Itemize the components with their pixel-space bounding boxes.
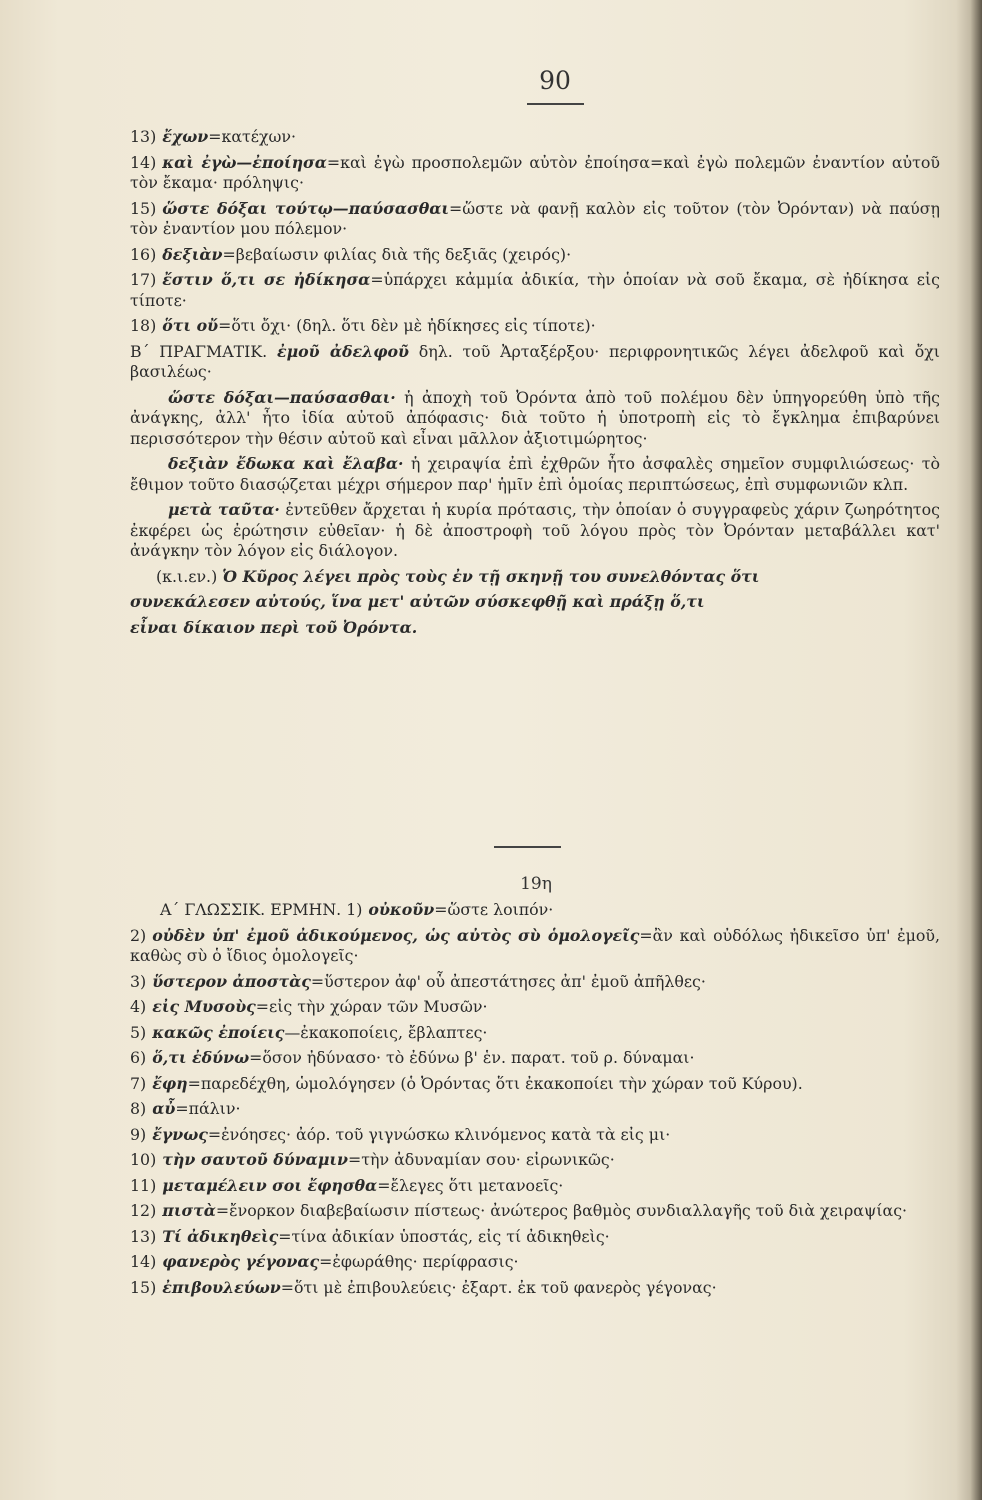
commentary-paragraph: ὥστε δόξαι—παύσασθαι· ἡ ἀποχὴ τοῦ Ὀρόντα ἀπὸ τοῦ πολέμου δὲν ὑπηγορεύθη ὑπὸ τῆς ἀνάγκης, ἀλλ' ἦτο ἰδία αὐτοῦ ἀπόφασις· διὰ τοῦτο ἡ ὑποτροπὴ εἰς τὸ ἔγκλημα ἐπιβαρύνει περισσότερον τὴν θέσιν αὐτοῦ καὶ εἶναι μᾶλλον ἀξιοτιμώρητος· <box>130 387 940 448</box>
note-item: 10) τὴν σαυτοῦ δύναμιν=τὴν ἀδυναμίαν σου· εἰρωνικῶς· <box>130 1150 615 1169</box>
commentary-section-2 <box>130 900 940 1303</box>
note-item: 13) ἔχων=κατέχων· <box>130 127 297 146</box>
note-item: 2) οὐδὲν ὑπ' ἐμοῦ ἀδικούμενος, ὡς αὐτὸς σὺ ὁμολογεῖς=ἂν καὶ οὐδόλως ἠδικεῖσο ὑπ' ἐμοῦ, καθὼς σὺ ὁ ἴδιος ὁμολογεῖς· <box>130 925 941 965</box>
note-item: 16) δεξιὰν=βεβαίωσιν φιλίας διὰ τῆς δεξιᾶς (χειρός)· <box>130 244 572 264</box>
page-edge-shadow <box>956 0 982 1500</box>
note-item: 18) ὅτι οὔ=ὅτι ὄχι· (δηλ. ὅτι δὲν μὲ ἠδίκησες εἰς τίποτε)· <box>130 316 596 335</box>
commentary-section-1 <box>130 127 940 643</box>
commentary-paragraph: μετὰ ταῦτα· ἐντεῦθεν ἄρχεται ἡ κυρία πρότασις, τὴν ὁποίαν ὁ συγγραφεὺς χάριν ζωηρότητος ἐκφέρει ὡς ἐρώτησιν εὐθεῖαν· ἡ δὲ ἀποστροφὴ τοῦ λόγου πρὸς τὸν Ὀρόνταν μεταβάλλει κατ' ἀνάγκην τὸν λόγον εἰς διάλογον. <box>130 500 940 560</box>
note-item: 15) ὥστε δόξαι τούτῳ—παύσασθαι=ὥστε νὰ φανῇ καλὸν εἰς τοῦτον (τὸν Ὀρόνταν) νὰ παύσῃ τὸν ἐναντίον μου πόλεμον· <box>130 198 940 238</box>
note-item: 9) ἔγνως=ἐνόησες· ἀόρ. τοῦ γιγνώσκω κλινόμενος κατὰ τὰ εἰς μι· <box>130 1124 671 1144</box>
note-item: 15) ἐπιβουλεύων=ὅτι μὲ ἐπιβουλεύεις· ἐξαρτ. ἐκ τοῦ φανερὸς γέγονας· <box>130 1277 717 1297</box>
page-number-rule <box>527 103 584 105</box>
section-heading: Β΄ ΠΡΑΓΜΑΤΙΚ. <box>130 341 268 361</box>
note-item: 14) καὶ ἐγὼ—ἐποίησα=καὶ ἐγὼ προσπολεμῶν αὐτὸν ἐποίησα=καὶ ἐγὼ πολεμῶν ἐναντίον αὐτοῦ τὸν ἔκαμα· πρόληψις· <box>130 152 940 192</box>
note-item: 13) Τί ἀδικηθεὶς=τίνα ἀδικίαν ὑποστάς, εἰς τί ἀδικηθεὶς· <box>130 1226 610 1246</box>
note-item: Α΄ ΓΛΩΣΣΙΚ. ΕΡΜΗΝ. 1) οὐκοῦν=ὥστε λοιπόν· <box>160 900 554 919</box>
note-item: 17) ἔστιν ὅ,τι σε ἠδίκησα=ὑπάρχει κἀμμία ἀδικία, τὴν ὁποίαν νὰ σοῦ ἔκαμα, σὲ ἠδίκησα εἰς τίποτε· <box>130 270 940 310</box>
note-item: 12) πιστὰ=ἔνορκον διαβεβαίωσιν πίστεως· ἀνώτερος βαθμὸς συνδιαλλαγῆς τοῦ διὰ χειραψίας· <box>130 1201 908 1220</box>
summary-quote-line: εἶναι δίκαιον περὶ τοῦ Ὀρόντα. <box>130 617 418 637</box>
note-item: 11) μεταμέλειν σοι ἔφησθα=ἔλεγες ὅτι μετανοεῖς· <box>130 1175 564 1195</box>
section-heading: Α΄ ΓΛΩΣΣΙΚ. ΕΡΜΗΝ. <box>160 900 342 919</box>
pragmatic-note: Β΄ ΠΡΑΓΜΑΤΙΚ. ἐμοῦ ἀδελφοῦ δηλ. τοῦ Ἀρταξέρξου· περιφρονητικῶς λέγει ἀδελφοῦ καὶ ὄχι βασιλέως· <box>130 341 941 381</box>
summary-quote: (κ.ι.εν.) Ὁ Κῦρος λέγει πρὸς τοὺς ἐν τῇ σκηνῇ του συνελθόντας ὅτι <box>156 566 760 586</box>
page-number: 90 <box>539 66 571 95</box>
section-subheading: 19η <box>520 874 552 894</box>
note-item: 4) εἰς Μυσοὺς=εἰς τὴν χώραν τῶν Μυσῶν· <box>130 997 488 1016</box>
commentary-paragraph: δεξιὰν ἔδωκα καὶ ἔλαβα· ἡ χειραψία ἐπὶ ἐχθρῶν ἦτο ἀσφαλὲς σημεῖον συμφιλιώσεως· τὸ ἔθιμον τοῦτο διασῴζεται μέχρι σήμερον παρ' ἡμῖν ἐπὶ ὁμοίας περιπτώσεως, ἐπὶ συμφωνιῶν κλπ. <box>130 454 940 494</box>
section-divider <box>494 846 561 848</box>
summary-quote-line: συνεκάλεσεν αὐτούς, ἵνα μετ' αὐτῶν σύσκεφθῇ καὶ πράξῃ ὅ,τι <box>130 592 705 611</box>
note-item: 5) κακῶς ἐποίεις—ἐκακοποίεις, ἔβλαπτες· <box>130 1022 488 1042</box>
note-item: 8) αὖ=πάλιν· <box>130 1099 241 1118</box>
note-item: 6) ὅ,τι ἐδύνω=ὅσον ἠδύνασο· τὸ ἐδύνω β' ἑν. παρατ. τοῦ ρ. δύναμαι· <box>130 1048 695 1067</box>
note-item: 3) ὕστερον ἀποστὰς=ὕστερον ἀφ' οὗ ἀπεστάτησες ἀπ' ἐμοῦ ἀπῆλθες· <box>130 971 706 991</box>
note-item: 14) φανερὸς γέγονας=ἐφωράθης· περίφρασις· <box>130 1252 519 1271</box>
note-item: 7) ἔφη=παρεδέχθη, ὡμολόγησεν (ὁ Ὀρόντας ὅτι ἐκακοποίει τὴν χώραν τοῦ Κύρου). <box>130 1073 803 1093</box>
